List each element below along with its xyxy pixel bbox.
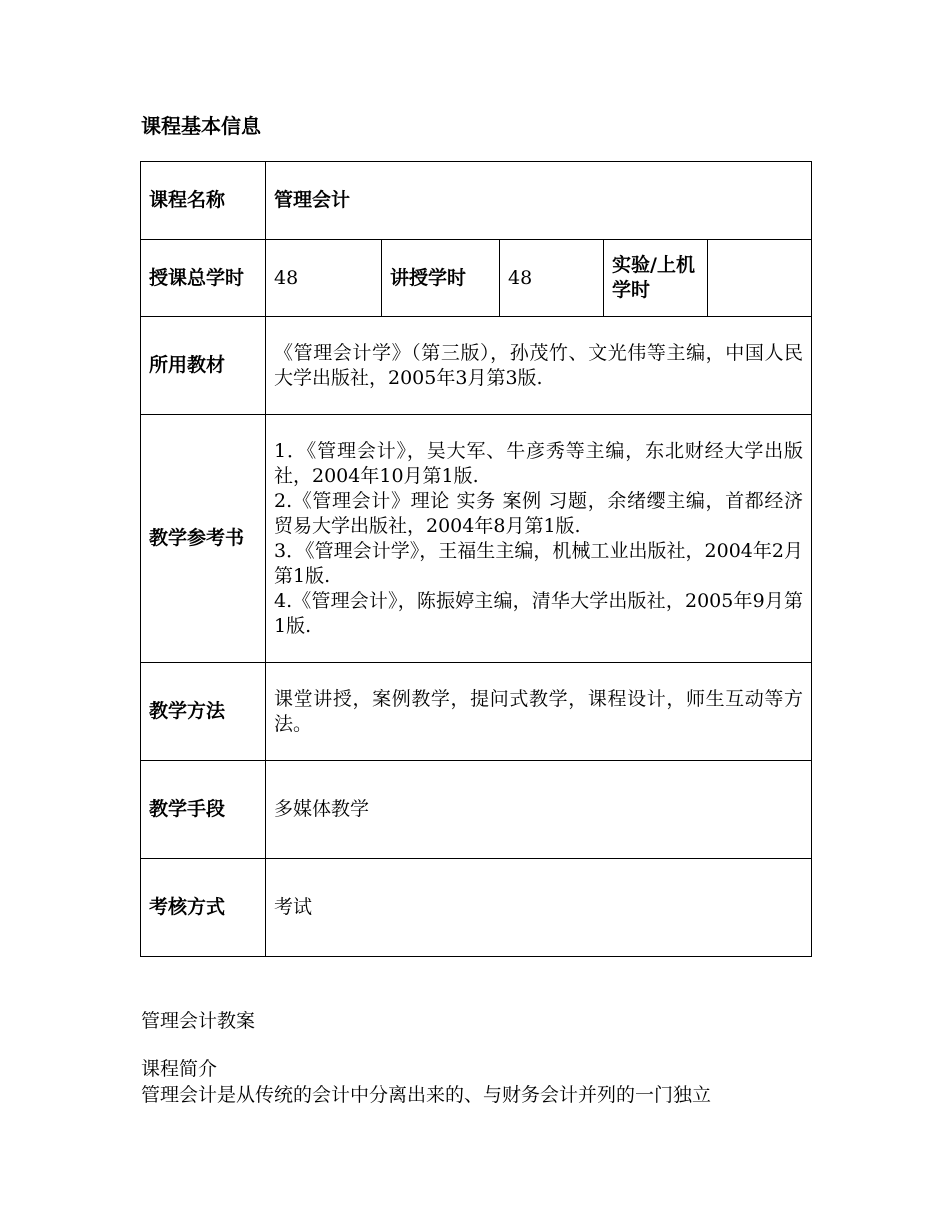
means-label: 教学手段 [141, 761, 266, 859]
means-value: 多媒体教学 [266, 761, 812, 859]
doc-heading: 管理会计教案 [141, 1010, 256, 1032]
reference-item: 2.《管理会计》理论 实务 案例 习题，余绪缨主编，首都经济贸易大学出版社，2004年8月第1版. [274, 489, 804, 537]
intro-text: 管理会计是从传统的会计中分离出来的、与财务会计并列的一门独立 [141, 1084, 712, 1106]
references-label: 教学参考书 [141, 415, 266, 663]
textbook-label: 所用教材 [141, 317, 266, 415]
lab-hours-label: 实验/上机学时 [604, 240, 708, 317]
lecture-hours-label: 讲授学时 [382, 240, 500, 317]
total-hours-label: 授课总学时 [141, 240, 266, 317]
row-means [141, 761, 812, 859]
row-references [141, 415, 812, 663]
course-info-table [140, 161, 812, 957]
intro-heading: 课程简介 [141, 1058, 218, 1080]
row-hours [141, 240, 812, 317]
section-title: 课程基本信息 [141, 114, 261, 138]
row-methods [141, 663, 812, 761]
textbook-value: 《管理会计学》（第三版），孙茂竹、文光伟等主编，中国人民大学出版社，2005年3月第3版. [266, 317, 812, 415]
row-assessment [141, 859, 812, 957]
course-name-text: 管理会计 [274, 189, 351, 211]
methods-value: 课堂讲授，案例教学，提问式教学，课程设计，师生互动等方法。 [266, 663, 812, 761]
lecture-hours-value: 48 [500, 240, 604, 317]
references-list [266, 415, 812, 663]
reference-item: 3．《管理会计学》，王福生主编，机械工业出版社，2004年2月第1版. [274, 539, 804, 587]
reference-item: 1．《管理会计》，吴大军、牛彦秀等主编，东北财经大学出版社，2004年10月第1版. [274, 439, 804, 487]
assessment-value: 考试 [266, 859, 812, 957]
course-name-value [266, 162, 812, 240]
row-textbook [141, 317, 812, 415]
row-course-name [141, 162, 812, 240]
lab-hours-value [708, 240, 812, 317]
total-hours-value: 48 [266, 240, 382, 317]
assessment-label: 考核方式 [141, 859, 266, 957]
methods-label: 教学方法 [141, 663, 266, 761]
course-name-label: 课程名称 [141, 162, 266, 240]
reference-item: 4.《管理会计》，陈振婷主编，清华大学出版社，2005年9月第1版. [274, 589, 804, 637]
